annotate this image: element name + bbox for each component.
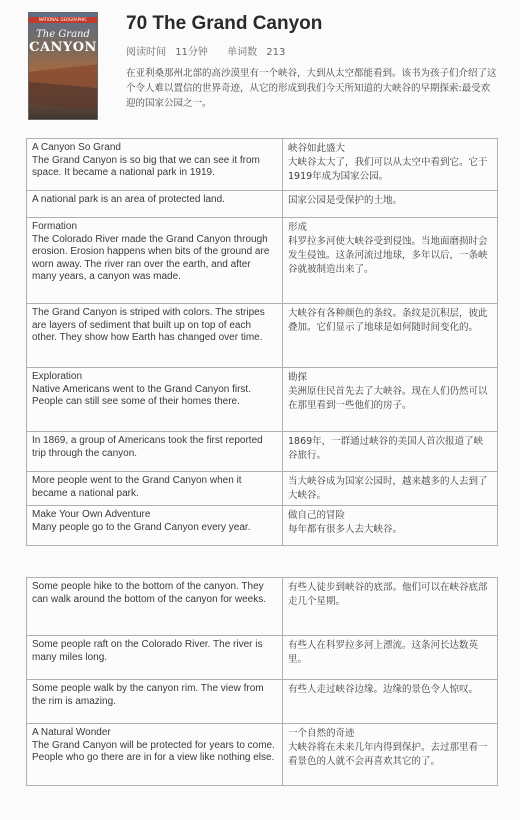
bilingual-table-1 — [26, 138, 498, 546]
table-row — [27, 506, 498, 546]
cover-series-label: NATIONAL GEOGRAPHIC — [38, 17, 88, 22]
table-row — [27, 139, 498, 191]
word-count-value: 213 — [266, 47, 286, 58]
intro-paragraph: 在亚利桑那州北部的高沙漠里有一个峡谷，大到从太空都能看到。该书为孩子们介绍了这个令人难以置信的世界奇迹，从它的形成到我们今天所知道的大峡谷的早期探索:最受欢迎的国家公园之一。 — [126, 68, 497, 109]
english-text: Native Americans went to the Grand Canyon first. People can still see some of their homes there. — [32, 383, 251, 407]
english-section-heading: Exploration — [32, 371, 83, 382]
english-text: Many people go to the Grand Canyon every year. — [32, 521, 251, 533]
chinese-text: 当大峡谷成为国家公园时，越来越多的人去到了大峡谷。 — [288, 476, 488, 501]
bilingual-table-2 — [26, 577, 498, 786]
english-cell — [27, 636, 283, 680]
book-cover-image — [28, 12, 98, 120]
chinese-text: 大峡谷有各种颜色的条纹。条纹是沉积层，彼此叠加。它们显示了地球是如何随时间变化的。 — [288, 308, 488, 333]
english-cell — [27, 368, 283, 432]
english-cell — [27, 578, 283, 636]
english-cell — [27, 472, 283, 506]
chinese-text: 1869年，一群通过峡谷的美国人首次报道了峡谷旅行。 — [288, 436, 484, 461]
chinese-cell — [283, 472, 498, 506]
chinese-section-heading: 形成 — [288, 222, 308, 233]
chinese-cell — [283, 191, 498, 218]
cover-title-line1: The Grand — [36, 29, 90, 40]
english-section-heading: Make Your Own Adventure — [32, 509, 151, 520]
table-row — [27, 472, 498, 506]
english-cell — [27, 218, 283, 304]
english-text: Some people walk by the canyon rim. The view from the rim is amazing. — [32, 683, 264, 707]
page-title: 70 The Grand Canyon — [126, 13, 323, 34]
chinese-cell — [283, 368, 498, 432]
chinese-text: 科罗拉多河使大峡谷受到侵蚀。当地面磨损时会发生侵蚀。这条河流过地球，多年以后，一条峡谷就被制造出来了。 — [288, 236, 488, 275]
table-row — [27, 680, 498, 724]
chinese-text: 有些人徒步到峡谷的底部。他们可以在峡谷底部走几个星期。 — [288, 582, 488, 607]
english-cell — [27, 680, 283, 724]
chinese-cell — [283, 636, 498, 680]
chinese-text: 美洲原住民首先去了大峡谷。现在人们仍然可以在那里看到一些他们的房子。 — [288, 386, 488, 411]
reading-time-label: 阅读时间 — [126, 47, 166, 58]
english-cell — [27, 432, 283, 472]
table-row — [27, 368, 498, 432]
chinese-cell — [283, 506, 498, 546]
english-text: Some people raft on the Colorado River. The river is many miles long. — [32, 639, 263, 663]
chinese-section-heading: 勘探 — [288, 372, 308, 383]
english-text: The Colorado River made the Grand Canyon through erosion. Erosion happens when bits of the ground are worn away. The river ran over the earth, and after many years, a canyon was made. — [32, 233, 270, 282]
table-row — [27, 578, 498, 636]
chinese-cell — [283, 680, 498, 724]
table-row — [27, 724, 498, 786]
table-row — [27, 304, 498, 368]
chinese-text: 大峡谷将在未来几年内得到保护。去过那里看一看景色的人就不会再喜欢其它的了。 — [288, 742, 488, 767]
chinese-cell — [283, 139, 498, 191]
english-text: Some people hike to the bottom of the canyon. They can walk around the bottom of the canyon for weeks. — [32, 581, 267, 605]
table-row — [27, 636, 498, 680]
chinese-cell — [283, 432, 498, 472]
chinese-cell — [283, 218, 498, 304]
english-text: More people went to the Grand Canyon when it became a national park. — [32, 475, 242, 499]
english-text: In 1869, a group of Americans took the first reported trip through the canyon. — [32, 435, 263, 459]
chinese-cell — [283, 578, 498, 636]
english-section-heading: A Natural Wonder — [32, 727, 111, 738]
chinese-cell — [283, 304, 498, 368]
english-text: The Grand Canyon will be protected for years to come. People who go there are in for a view like nothing else. — [32, 739, 275, 763]
chinese-cell — [283, 724, 498, 786]
english-section-heading: Formation — [32, 221, 78, 232]
chinese-section-heading: 做自己的冒险 — [288, 510, 346, 521]
chinese-section-heading: 峡谷如此盛大 — [288, 143, 346, 154]
table-row — [27, 432, 498, 472]
english-cell — [27, 506, 283, 546]
chinese-text: 国家公园是受保护的土地。 — [288, 195, 403, 206]
table-row — [27, 191, 498, 218]
english-cell — [27, 724, 283, 786]
cover-title-line2: CANYON — [29, 40, 97, 55]
english-cell — [27, 304, 283, 368]
chinese-text: 有些人走过峡谷边缘。边缘的景色令人惊叹。 — [288, 684, 479, 695]
reading-time-value: 11分钟 — [175, 47, 208, 58]
chinese-section-heading: 一个自然的奇迹 — [288, 728, 355, 739]
english-text: The Grand Canyon is striped with colors. The stripes are layers of sediment that built up on top of each other. They show how Earth has changed over time. — [32, 307, 265, 343]
word-count-label: 单词数 — [227, 47, 258, 58]
reading-meta — [126, 43, 291, 58]
chinese-text: 有些人在科罗拉多河上漂流。这条河长达数英里。 — [288, 640, 479, 665]
table-row — [27, 218, 498, 304]
english-cell — [27, 139, 283, 191]
english-text: A national park is an area of protected land. — [32, 194, 225, 205]
english-section-heading: A Canyon So Grand — [32, 142, 121, 153]
english-text: The Grand Canyon is so big that we can see it from space. It became a national park in 1919. — [32, 154, 260, 178]
chinese-text: 每年都有很多人去大峡谷。 — [288, 524, 403, 535]
english-cell — [27, 191, 283, 218]
chinese-text: 大峡谷太大了，我们可以从太空中看到它。它于1919年成为国家公园。 — [288, 157, 488, 182]
